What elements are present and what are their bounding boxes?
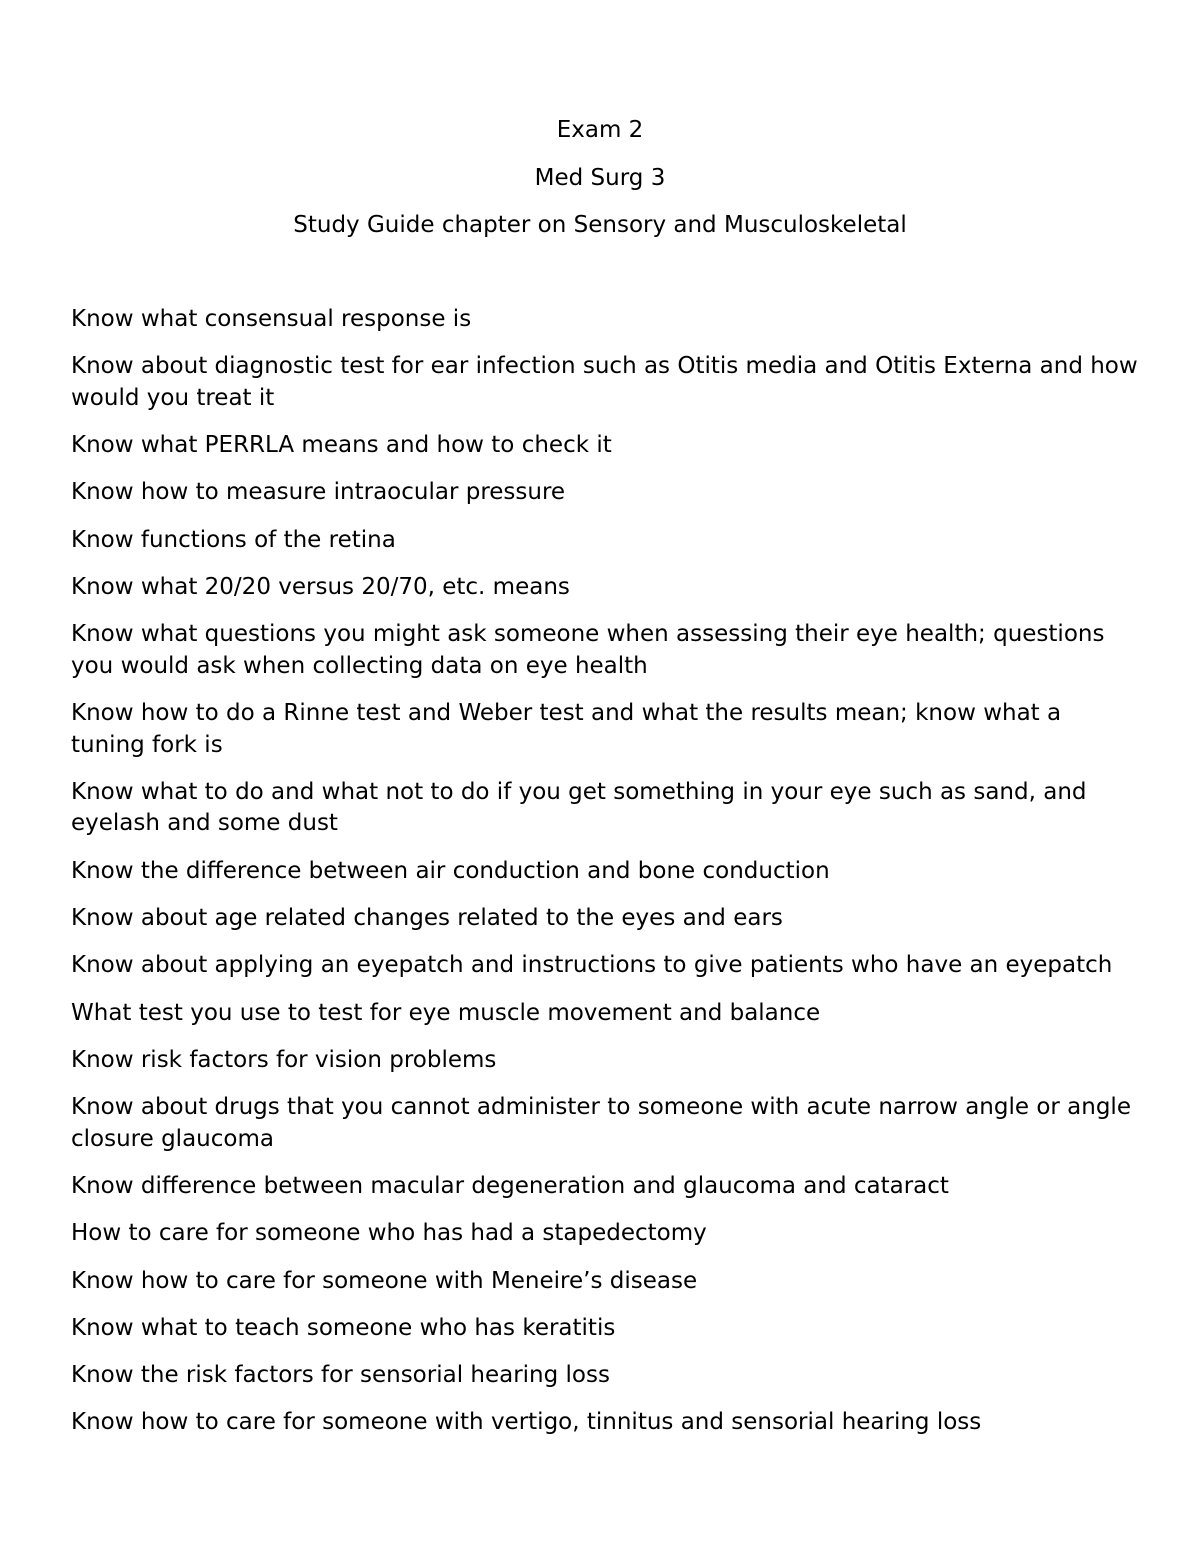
list-item: Know about age related changes related to the eyes and ears [71,904,783,931]
study-guide-list [71,304,1141,1455]
list-item: Know about drugs that you cannot administer to someone with acute narrow angle or angle closure glaucoma [71,1094,1131,1152]
list-item: Know the difference between air conduction and bone conduction [71,857,830,884]
list-item: Know what consensual response is [71,306,472,332]
study-guide-subtitle: Study Guide chapter on Sensory and Musculoskeletal [293,212,907,238]
list-item: Know how to measure intraocular pressure [71,479,566,506]
list-item: Know what questions you might ask someone when assessing their eye health; questions you would ask when collecting data on eye health [71,621,1105,679]
list-item: Know how to care for someone with Meneire’s disease [71,1267,698,1294]
list-item: Know how to care for someone with vertigo, tinnitus and sensorial hearing loss [71,1409,982,1436]
list-item: Know how to do a Rinne test and Weber test and what the results mean; know what a tuning fork is [71,700,1062,758]
document-header [0,114,1200,257]
exam-title: Exam 2 [556,117,644,143]
list-item: Know what to teach someone who has keratitis [71,1314,616,1341]
list-item: How to care for someone who has had a stapedectomy [71,1220,707,1247]
list-item: Know functions of the retina [71,526,396,553]
course-name: Med Surg 3 [534,164,666,191]
list-item: Know what 20/20 versus 20/70, etc. means [71,573,570,600]
list-item: What test you use to test for eye muscle movement and balance [71,999,821,1026]
list-item: Know difference between macular degeneration and glaucoma and cataract [71,1172,949,1199]
list-item: Know about applying an eyepatch and instructions to give patients who have an eyepatch [71,952,1113,979]
list-item: Know what PERRLA means and how to check it [71,432,612,459]
list-item: Know risk factors for vision problems [71,1046,497,1073]
list-item: Know the risk factors for sensorial hearing loss [71,1362,610,1389]
list-item: Know about diagnostic test for ear infection such as Otitis media and Otitis Externa and how would you treat it [71,353,1138,411]
list-item: Know what to do and what not to do if you get something in your eye such as sand, and eyelash and some dust [71,778,1087,837]
